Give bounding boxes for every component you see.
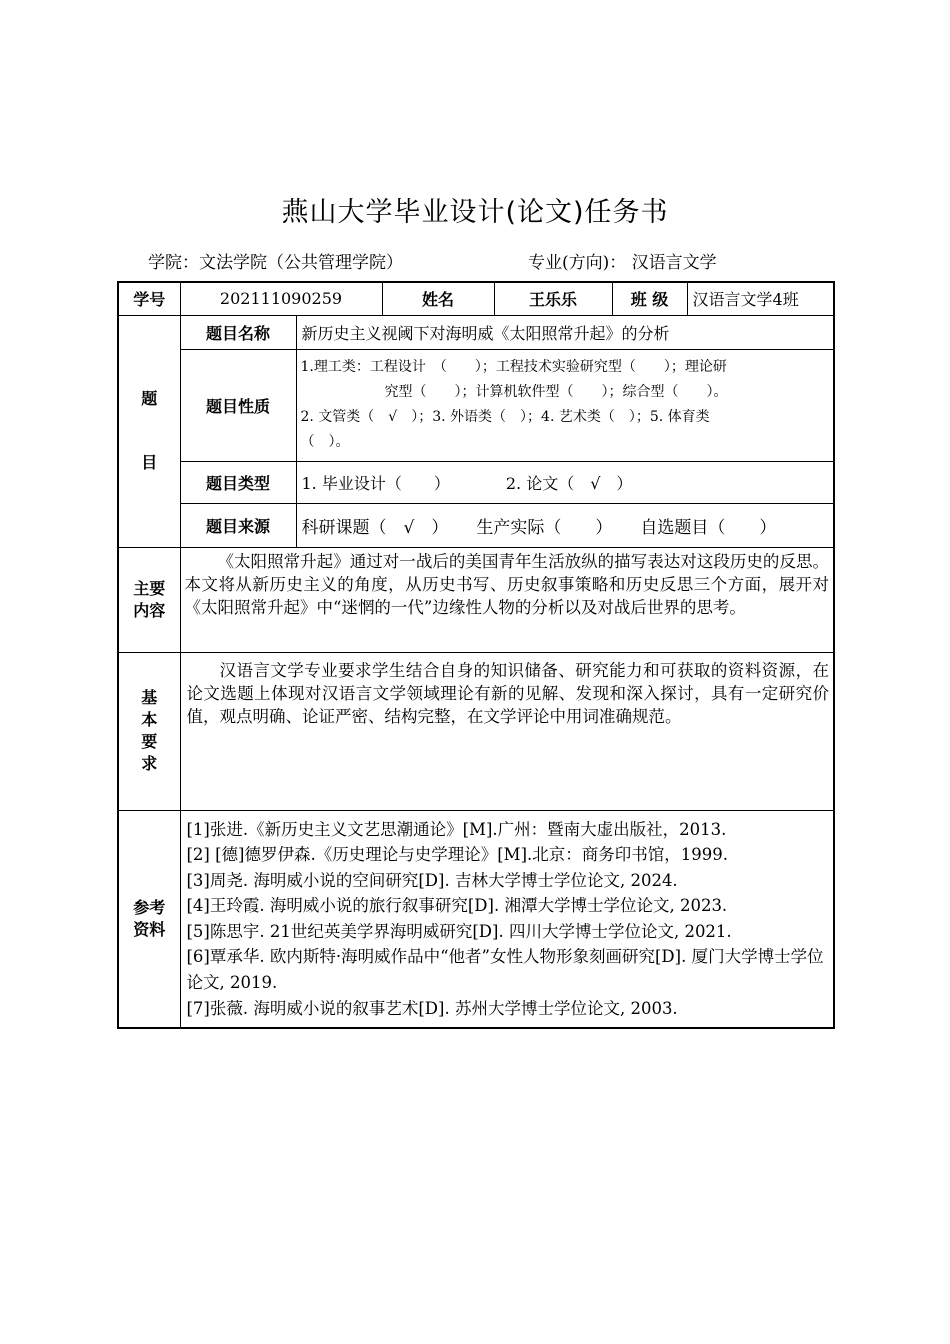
task-table [117,281,835,1029]
references-label-line-1: 参考 [133,897,166,917]
topic-type-value [296,461,834,503]
nature-line-1: 1.理工类：工程设计 （ ）；工程技术实验研究型（ ）；理论研 [300,359,727,375]
student-info-row [118,282,834,315]
name-label: 姓名 [382,282,494,315]
type-option-thesis: 2. 论文（ √ ） [505,473,633,493]
topic-nature-label: 题目性质 [180,349,296,461]
source-option-research: 科研课题（ √ ） [301,517,449,538]
topic-group-char-2: 目 [141,453,158,472]
college-label: 学院：文法学院（公共管理学院） [148,253,403,273]
requirements-text [180,652,834,810]
reference-item: [5]陈思宇. 21世纪英美学界海明威研究[D]. 四川大学博士学位论文, 2021. [186,921,732,941]
content-label [118,547,180,652]
content-paragraph: 《太阳照常升起》通过对一战后的美国青年生活放纵的描写表达对这段历史的反思。本文将从新历史主义的角度，从历史书写、历史叙事策略和历史反思三个方面，展开对《太阳照常升起》中“迷惘的一代”边缘性人物的分析以及对战后世界的思考。 [184,551,830,617]
class-value: 汉语言文学4班 [687,282,834,315]
content-text [180,547,834,652]
topic-type-label: 题目类型 [180,461,296,503]
student-id-value: 202111090259 [180,282,382,315]
topic-name-row [118,315,834,349]
nature-line-2: 究型（ ）；计算机软件型（ ）；综合型（ ）。 [384,384,728,400]
nature-line-3: 2. 文管类（ √ ）；3. 外语类（ ）；4. 艺术类（ ）；5. 体育类 [300,409,710,425]
topic-type-row [118,461,834,503]
references-list [180,810,834,1028]
requirements-row [118,652,834,810]
references-row [118,810,834,1028]
references-label-line-2: 资料 [133,919,166,939]
topic-source-row [118,503,834,547]
reference-item: [3]周尧. 海明威小说的空间研究[D]. 吉林大学博士学位论文, 2024. [186,870,678,890]
requirements-char-1: 基 [141,688,158,707]
topic-name-label: 题目名称 [180,315,296,349]
requirements-paragraph: 汉语言文学专业要求学生结合自身的知识储备、研究能力和可获取的资料资源，在论文选题上体现对汉语言文学领域理论有新的见解、发现和深入探讨，具有一定研究价值，观点明确、论证严密、结构完整，在文学评论中用词准确规范。 [186,660,830,726]
content-label-line-1: 主要 [133,578,166,598]
topic-group-label [118,315,180,547]
topic-group-char-1: 题 [141,389,158,408]
reference-item: [6]覃承华. 欧内斯特·海明威作品中“他者”女性人物形象刻画研究[D]. 厦门大学博士学位论文, 2019. [186,947,824,993]
reference-item: [2] [德]德罗伊森.《历史理论与史学理论》[M].北京：商务印书馆，1999. [186,845,728,865]
requirements-char-2: 本 [141,710,158,729]
name-value: 王乐乐 [494,282,612,315]
topic-nature-value [296,349,834,461]
content-label-line-2: 内容 [133,600,166,620]
reference-item: [7]张薇. 海明威小说的叙事艺术[D]. 苏州大学博士学位论文, 2003. [186,998,678,1018]
requirements-char-3: 要 [141,732,158,751]
topic-name-value: 新历史主义视阈下对海明威《太阳照常升起》的分析 [296,315,834,349]
reference-item: [4]王玲霞. 海明威小说的旅行叙事研究[D]. 湘潭大学博士学位论文, 2023. [186,896,728,916]
source-option-self: 自选题目（ ） [640,517,777,538]
requirements-char-4: 求 [141,754,158,773]
nature-line-4: （ ）。 [300,434,350,450]
reference-item: [1]张进.《新历史主义文艺思潮通论》[M].广州：暨南大虚出版社，2013. [186,819,727,839]
content-row [118,547,834,652]
topic-source-value [296,503,834,547]
topic-source-label: 题目来源 [180,503,296,547]
student-id-label: 学号 [118,282,180,315]
references-label [118,810,180,1028]
page-title: 燕山大学毕业设计(论文)任务书 [281,197,669,228]
major-label: 专业(方向)： 汉语言文学 [528,253,717,273]
type-option-design: 1. 毕业设计（ ） [301,473,450,493]
requirements-label [118,652,180,810]
class-label: 班 级 [612,282,687,315]
source-option-production: 生产实际（ ） [476,517,613,538]
topic-nature-row [118,349,834,461]
